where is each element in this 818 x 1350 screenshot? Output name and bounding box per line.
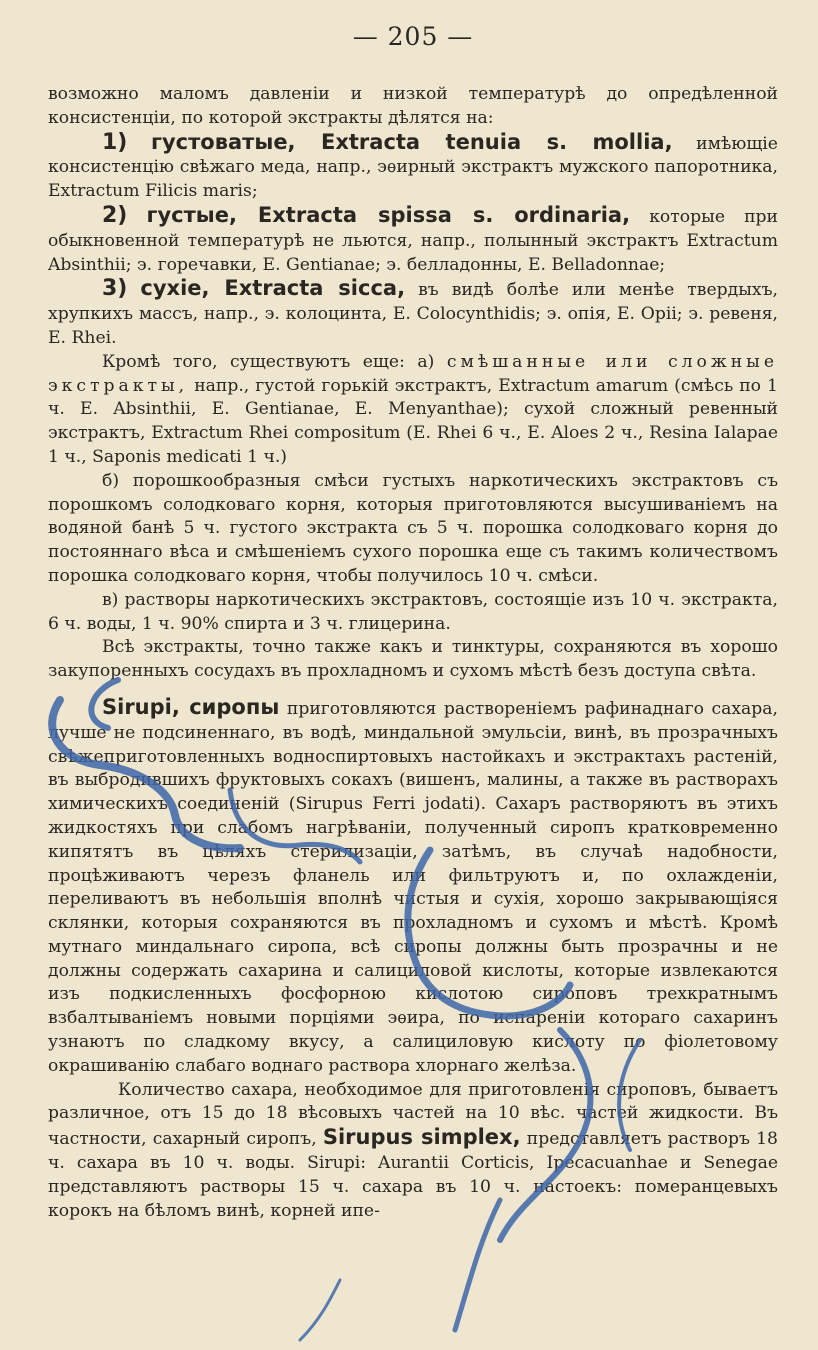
paragraph-sugar-quantity [48, 1079, 778, 1224]
paragraph-powder-mixtures: б) порошкообразныя смѣси густыхъ наркотическихъ экстрактовъ съ порошкомъ солодковаго корня, которыя приготовляются высушиваніемъ на водяной банѣ 5 ч. густого экстракта съ 5 ч. порошка солодковаго корня до постояннаго вѣса и смѣшеніемъ сухого порошка еще съ такимъ количествомъ порошка солодковаго корня, чтобы получилось 10 ч. смѣси. [48, 470, 778, 586]
text-run: представляетъ растворъ 18 ч. сахара въ 10 ч. воды. Sirupi: Aurantii Corticis, Ipecacuanhae и Senegae представляютъ растворы 15 ч. сахара въ 10 ч. настоекъ: померанцевыхъ корокъ на бѣломъ винѣ, корней ипе- [48, 1129, 778, 1221]
page-body [48, 83, 778, 1223]
list-item-sicca [48, 277, 778, 350]
section-text: приготовляются раствореніемъ рафинаднаго сахара, лучше не подсиненнаго, въ водѣ, миндальной эмульсіи, винѣ, въ прозрачныхъ свѣжеприготовленныхъ водноспиртовыхъ настойкахъ и экстрактахъ растеній, въ выбродившихъ фруктовыхъ сокахъ (вишенъ, малины, а также въ растворахъ химическихъ соединеній (Sirupus Ferri jodati). Сахаръ растворяютъ въ этихъ жидкостяхъ при слабомъ нагрѣваніи, полученный сиропъ кратковременно кипятятъ въ цѣляхъ стерилизаціи, затѣмъ, въ случаѣ надобности, процѣживаютъ черезъ фланель или фильтруютъ и, по охлажденіи, переливаютъ въ небольшія вполнѣ чистыя и сухія, хорошо закрывающіяся склянки, которыя сохраняются въ прохладномъ и сухомъ и мѣстѣ. Кромѣ мутнаго миндальнаго сиропа, всѣ сиропы должны быть прозрачны и не должны содержать сахарина и салициловой кислоты, которые извлекаются изъ подкисленныхъ фосфорною кислотою сироповъ трехкратнымъ взбалтываніемъ новыми порціями эѳира, по испареніи котораго сахаринъ узнаютъ по сладкому вкусу, а салициловую кислоту по фіолетовому окрашиванію слабаго воднаго раствора хлорнаго желѣза. [48, 698, 778, 1076]
list-item-tenuia [48, 131, 778, 204]
text-run: Кромѣ того, существуютъ еще: а) [102, 351, 435, 372]
book-page [48, 22, 778, 1223]
item-text: которые при обыкновенной температурѣ не льются, напр., полынный экстрактъ Extractum Absinthii; э. горечавки, E. Gentianae; э. белладонны, E. Belladonnae; [48, 206, 778, 275]
item-heading: сухіе, Extracta sicca, [140, 276, 406, 301]
item-number: 2) [102, 202, 128, 228]
paragraph-narcotic-solutions: в) растворы наркотическихъ экстрактовъ, состоящіе изъ 10 ч. экстракта, 6 ч. воды, 1 ч. 90% спирта и 3 ч. глицерина. [48, 589, 778, 634]
paragraph-mixed-extracts [48, 351, 778, 470]
page-number: — 205 — [352, 22, 474, 51]
paragraph-sirupi [48, 696, 778, 1079]
item-text: имѣющіе консистенцію свѣжаго меда, напр., эѳирный экстрактъ мужского папоротника, Extractum Filicis maris; [48, 133, 778, 202]
text-run: напр., густой горькій экстрактъ, Extractum amarum (смѣсь по 1 ч. E. Absinthii, E. Gentianae, E. Menyanthae); сухой сложный ревенный экстрактъ, Extractum Rhei compositum (E. Rhei 6 ч., E. Aloes 2 ч., Resina Ialapae 1 ч., Saponis medicati 1 ч.) [48, 375, 778, 467]
item-heading: густые, Extracta spissa s. ordinaria, [146, 202, 631, 227]
list-item-spissa [48, 204, 778, 277]
text-run: Количество сахара, необходимое для приготовленія сироповъ, бываетъ различное, отъ 15 до 18 вѣсовыхъ частей на 10 вѣс. частей жидкости. Въ частности, сахарный сиропъ, [48, 1079, 778, 1150]
term-sirupus-simplex: Sirupus simplex, [322, 1125, 521, 1150]
spaced-term: смѣшанные или сложные экстракты, [48, 351, 779, 396]
item-text: въ видѣ болѣе или менѣе твердыхъ, хрупкихъ массъ, напр., э. колоцинта, E. Colocynthidis; э. опія, E. Opii; э. ревеня, E. Rhei. [48, 280, 779, 348]
section-heading-sirupi: Sirupi, сиропы [102, 694, 280, 719]
paragraph-intro: возможно маломъ давленіи и низкой температурѣ до опредѣленной консистенціи, по которой экстракты дѣлятся на: [48, 84, 778, 128]
item-number: 3) [102, 276, 128, 302]
item-number: 1) [102, 129, 128, 155]
paragraph-storage: Всѣ экстракты, точно также какъ и тинктуры, сохраняются въ хорошо закупоренныхъ сосудахъ въ прохладномъ и сухомъ мѣстѣ безъ доступа свѣта. [48, 637, 778, 682]
item-heading: густоватые, Extracta tenuia s. mollia, [150, 129, 673, 154]
